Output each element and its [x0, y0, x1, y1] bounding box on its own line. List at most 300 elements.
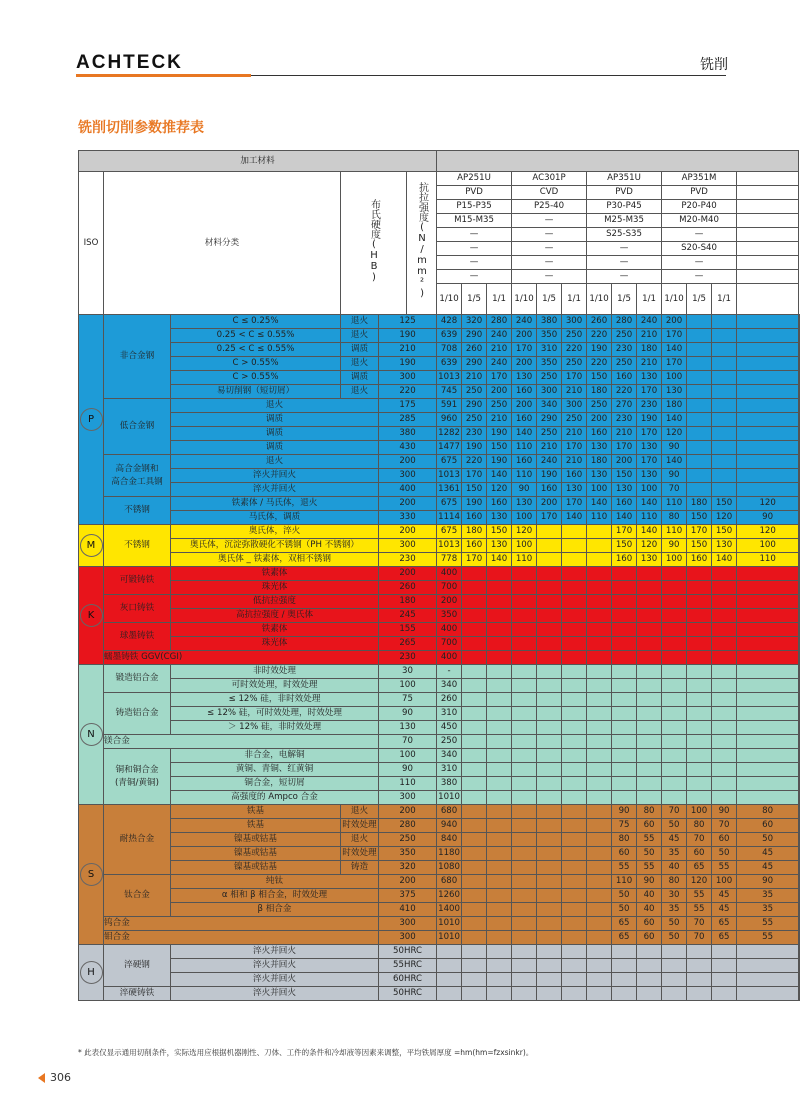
speed-value — [487, 945, 512, 959]
speed-value: 200 — [587, 413, 612, 427]
tensile-value: 1180 — [437, 847, 462, 861]
tensile-value: 708 — [437, 343, 462, 357]
speed-value — [537, 903, 562, 917]
material-condition: 调质 — [341, 343, 379, 357]
grade-3-spec-6: — — [662, 256, 737, 270]
speed-value — [737, 763, 799, 777]
speed-value: 50 — [662, 917, 687, 931]
row-spacer — [799, 637, 800, 651]
speed-value: 300 — [537, 385, 562, 399]
speed-value — [612, 735, 637, 749]
speed-value — [462, 987, 487, 1001]
material-subtype: 铜合金，短切屑 — [171, 777, 379, 791]
speed-value — [662, 707, 687, 721]
speed-value: 190 — [487, 455, 512, 469]
speed-value — [737, 735, 799, 749]
speed-value — [462, 707, 487, 721]
speed-value — [562, 749, 587, 763]
ratio-label: 1/5 — [537, 284, 562, 315]
material-category: 锻造铝合金 — [104, 665, 171, 693]
speed-value: 120 — [687, 875, 712, 889]
tensile-value: 1010 — [437, 791, 462, 805]
material-subtype: 淬火并回火 — [171, 959, 379, 973]
speed-value: 240 — [637, 315, 662, 329]
speed-value: 55 — [637, 833, 662, 847]
tensile-value: 680 — [437, 875, 462, 889]
speed-value — [587, 903, 612, 917]
material-subtype: 铁基 — [171, 819, 341, 833]
material-subtype: 铁素体 — [171, 623, 379, 637]
tensile-value: 1013 — [437, 539, 462, 553]
speed-value — [462, 763, 487, 777]
speed-value — [512, 819, 537, 833]
speed-value: 160 — [687, 553, 712, 567]
speed-value — [487, 763, 512, 777]
speed-value — [537, 693, 562, 707]
speed-value — [487, 665, 512, 679]
speed-value — [512, 917, 537, 931]
speed-value: 65 — [712, 931, 737, 945]
material-subtype: 0.25 < C ≤ 0.55% — [171, 329, 341, 343]
speed-value — [737, 665, 799, 679]
speed-value — [587, 987, 612, 1001]
speed-value: 130 — [562, 483, 587, 497]
speed-value — [687, 427, 712, 441]
grade-2-spec-0: AP351U — [587, 172, 662, 186]
speed-value — [512, 595, 537, 609]
speed-value: 350 — [537, 329, 562, 343]
speed-value: 140 — [637, 497, 662, 511]
speed-value — [712, 413, 737, 427]
grade-0-spec-2: P15-P35 — [437, 200, 512, 214]
header-hardness-label: 布氏硬度(HB) — [368, 198, 380, 283]
speed-value — [662, 651, 687, 665]
speed-value: 110 — [737, 553, 799, 567]
speed-value: 100 — [662, 553, 687, 567]
speed-value — [537, 833, 562, 847]
material-subtype: C > 0.55% — [171, 357, 341, 371]
speed-value — [587, 805, 612, 819]
tensile-value: 639 — [437, 329, 462, 343]
tensile-value: 350 — [437, 609, 462, 623]
speed-value — [562, 721, 587, 735]
material-category: 淬硬铸铁 — [104, 987, 171, 1001]
speed-value — [537, 931, 562, 945]
speed-value: 250 — [587, 399, 612, 413]
iso-M — [79, 525, 104, 567]
speed-value: 170 — [487, 371, 512, 385]
material-subtype: 非时效处理 — [171, 665, 379, 679]
speed-value — [687, 385, 712, 399]
grade-2-spec-1: PVD — [587, 186, 662, 200]
speed-value: 160 — [512, 385, 537, 399]
speed-value — [487, 931, 512, 945]
material-category: 钨合金 — [104, 917, 379, 931]
speed-value: 230 — [462, 427, 487, 441]
speed-value — [612, 973, 637, 987]
row-spacer — [799, 861, 800, 875]
speed-value — [687, 665, 712, 679]
tensile-value: 591 — [437, 399, 462, 413]
speed-value — [537, 875, 562, 889]
speed-value: 65 — [612, 917, 637, 931]
speed-value — [562, 553, 587, 567]
iso-badge: P — [80, 408, 103, 431]
speed-value: 80 — [637, 805, 662, 819]
speed-value — [562, 889, 587, 903]
material-category: 钼合金 — [104, 931, 379, 945]
speed-value — [487, 581, 512, 595]
speed-value — [562, 917, 587, 931]
speed-value: 300 — [562, 315, 587, 329]
speed-value — [487, 735, 512, 749]
speed-value — [662, 959, 687, 973]
speed-value — [512, 987, 537, 1001]
material-category: 铜和铜合金 (青铜/黄铜) — [104, 749, 171, 805]
speed-value — [487, 721, 512, 735]
grade-0-spec-3: M15-M35 — [437, 214, 512, 228]
tensile-value: 260 — [437, 693, 462, 707]
speed-value — [737, 315, 799, 329]
speed-value — [587, 959, 612, 973]
speed-value — [537, 539, 562, 553]
material-subtype: ≤ 12% 硅，可时效处理，时效处理 — [171, 707, 379, 721]
speed-value — [462, 819, 487, 833]
iso-badge: S — [80, 863, 103, 886]
speed-value: 80 — [687, 819, 712, 833]
speed-value — [737, 413, 799, 427]
speed-value — [562, 875, 587, 889]
material-subtype: 高强度的 Ampco 合金 — [171, 791, 379, 805]
speed-value — [562, 777, 587, 791]
hardness-value: 260 — [379, 581, 437, 595]
speed-value — [637, 595, 662, 609]
speed-value — [687, 777, 712, 791]
speed-value: 250 — [562, 357, 587, 371]
speed-value: 180 — [462, 525, 487, 539]
speed-value — [512, 721, 537, 735]
speed-value — [512, 749, 537, 763]
iso-badge: K — [80, 604, 103, 627]
speed-value: 55 — [637, 861, 662, 875]
speed-value: 230 — [612, 413, 637, 427]
row-spacer — [799, 917, 800, 931]
speed-value — [587, 665, 612, 679]
speed-value: 200 — [612, 455, 637, 469]
speed-value — [587, 763, 612, 777]
speed-value: 35 — [737, 889, 799, 903]
speed-value: 120 — [512, 525, 537, 539]
speed-value — [487, 749, 512, 763]
speed-value: 60 — [637, 931, 662, 945]
page-number: 306 — [50, 1071, 71, 1084]
speed-value — [462, 623, 487, 637]
row-spacer — [799, 385, 800, 399]
speed-value: 70 — [662, 805, 687, 819]
speed-value — [687, 749, 712, 763]
speed-value — [462, 749, 487, 763]
speed-value: 160 — [487, 497, 512, 511]
speed-value: 100 — [737, 539, 799, 553]
speed-value: 140 — [637, 525, 662, 539]
speed-value: 90 — [662, 469, 687, 483]
speed-value — [712, 385, 737, 399]
speed-value: 240 — [487, 357, 512, 371]
hardness-value: 190 — [379, 329, 437, 343]
speed-value: 70 — [687, 931, 712, 945]
tensile-value: 380 — [437, 777, 462, 791]
speed-value — [512, 931, 537, 945]
ratio-label: 1/5 — [612, 284, 637, 315]
speed-value: 35 — [737, 903, 799, 917]
speed-value: 130 — [512, 497, 537, 511]
material-category: 高合金钢和 高合金工具钢 — [104, 455, 171, 497]
row-spacer — [799, 791, 800, 805]
speed-value — [462, 679, 487, 693]
speed-value — [462, 791, 487, 805]
header-accent-rule — [76, 74, 251, 77]
hardness-value: 230 — [379, 651, 437, 665]
speed-value — [712, 357, 737, 371]
speed-value: 35 — [662, 903, 687, 917]
speed-value — [537, 889, 562, 903]
speed-value — [587, 931, 612, 945]
material-subtype: 调质 — [171, 441, 379, 455]
tensile-value: 840 — [437, 833, 462, 847]
material-subtype: 易切削钢（短切屑） — [171, 385, 341, 399]
material-subtype: 0.25 < C ≤ 0.55% — [171, 343, 341, 357]
speed-value: 140 — [487, 469, 512, 483]
iso-K — [79, 567, 104, 665]
speed-value: 170 — [612, 441, 637, 455]
speed-value: 110 — [662, 525, 687, 539]
speed-value — [587, 567, 612, 581]
speed-value: 210 — [562, 427, 587, 441]
speed-value: 90 — [637, 875, 662, 889]
speed-value — [737, 707, 799, 721]
speed-value — [562, 539, 587, 553]
speed-value: 190 — [637, 413, 662, 427]
speed-value — [487, 973, 512, 987]
speed-value — [462, 665, 487, 679]
ratio-label: 1/1 — [562, 284, 587, 315]
speed-value — [737, 945, 799, 959]
material-category: 球墨铸铁 — [104, 623, 171, 651]
speed-value: 290 — [537, 413, 562, 427]
speed-value: 120 — [737, 497, 799, 511]
speed-value — [537, 861, 562, 875]
speed-value — [737, 427, 799, 441]
speed-value: 140 — [612, 511, 637, 525]
grade-2-spec-6: — — [587, 256, 662, 270]
speed-value: 130 — [712, 539, 737, 553]
speed-value — [537, 525, 562, 539]
hardness-value: 60HRC — [379, 973, 437, 987]
speed-value — [737, 777, 799, 791]
speed-value: 170 — [562, 497, 587, 511]
grade-3-spec-7: — — [662, 270, 737, 284]
speed-value — [712, 637, 737, 651]
hardness-value: 190 — [379, 357, 437, 371]
material-subtype: 淬火并回火 — [171, 987, 379, 1001]
speed-value — [562, 931, 587, 945]
row-spacer — [799, 553, 800, 567]
row-spacer — [799, 763, 800, 777]
speed-value — [562, 581, 587, 595]
speed-value — [712, 987, 737, 1001]
speed-value — [587, 875, 612, 889]
speed-value: 280 — [612, 315, 637, 329]
speed-value — [712, 609, 737, 623]
material-category: 低合金钢 — [104, 399, 171, 455]
speed-value — [587, 539, 612, 553]
speed-value: 90 — [512, 483, 537, 497]
speed-value — [687, 567, 712, 581]
speed-value — [512, 581, 537, 595]
material-condition: 退火 — [341, 329, 379, 343]
speed-value: 210 — [612, 427, 637, 441]
speed-value — [662, 581, 687, 595]
speed-value: 140 — [662, 455, 687, 469]
speed-value — [487, 917, 512, 931]
header-spacer — [737, 214, 799, 228]
grade-3-spec-2: P20-P40 — [662, 200, 737, 214]
row-spacer — [799, 735, 800, 749]
material-category: 蠕墨铸铁 GGV(CGI) — [104, 651, 379, 665]
grade-2-spec-3: M25-M35 — [587, 214, 662, 228]
header-iso: ISO — [79, 172, 104, 315]
iso-badge: N — [80, 723, 103, 746]
speed-value — [512, 805, 537, 819]
speed-value — [462, 693, 487, 707]
speed-value — [512, 707, 537, 721]
speed-value — [637, 721, 662, 735]
speed-value: 100 — [637, 483, 662, 497]
speed-value — [737, 609, 799, 623]
speed-value — [587, 581, 612, 595]
grade-1-spec-4: — — [512, 228, 587, 242]
cutting-parameter-table — [78, 150, 800, 1043]
speed-value — [712, 441, 737, 455]
speed-value: 140 — [587, 497, 612, 511]
speed-value — [587, 833, 612, 847]
speed-value: 60 — [637, 917, 662, 931]
speed-value: 130 — [637, 371, 662, 385]
material-category: 镁合金 — [104, 735, 379, 749]
speed-value: 300 — [562, 399, 587, 413]
speed-value: 180 — [637, 343, 662, 357]
row-spacer — [799, 847, 800, 861]
speed-value — [612, 581, 637, 595]
speed-value: 35 — [662, 847, 687, 861]
speed-value — [637, 637, 662, 651]
hardness-value: 430 — [379, 441, 437, 455]
speed-value — [612, 987, 637, 1001]
speed-value: 65 — [687, 861, 712, 875]
speed-value — [487, 875, 512, 889]
row-spacer — [799, 525, 800, 539]
hardness-value: 70 — [379, 735, 437, 749]
material-category: 不锈钢 — [104, 525, 171, 567]
speed-value — [512, 833, 537, 847]
hardness-value: 130 — [379, 721, 437, 735]
speed-value — [637, 567, 662, 581]
tensile-value: 960 — [437, 413, 462, 427]
speed-value — [587, 945, 612, 959]
speed-value: 170 — [462, 553, 487, 567]
speed-value: 250 — [612, 357, 637, 371]
speed-value: 150 — [612, 469, 637, 483]
speed-value — [487, 679, 512, 693]
material-condition: 退火 — [341, 805, 379, 819]
header-spacer — [737, 284, 799, 315]
speed-value — [612, 609, 637, 623]
grade-1-spec-7: — — [512, 270, 587, 284]
speed-value — [687, 413, 712, 427]
speed-value — [587, 861, 612, 875]
speed-value — [687, 315, 712, 329]
speed-value: 100 — [512, 511, 537, 525]
speed-value: 55 — [712, 861, 737, 875]
speed-value — [462, 959, 487, 973]
material-subtype: 低抗拉强度 — [171, 595, 379, 609]
speed-value: 90 — [737, 875, 799, 889]
speed-value — [537, 581, 562, 595]
row-spacer — [799, 567, 800, 581]
speed-value — [687, 623, 712, 637]
speed-value — [712, 749, 737, 763]
speed-value — [662, 609, 687, 623]
row-spacer — [799, 833, 800, 847]
tensile-value: 675 — [437, 497, 462, 511]
tensile-value: 675 — [437, 455, 462, 469]
speed-value — [737, 651, 799, 665]
speed-value — [737, 959, 799, 973]
speed-value — [512, 973, 537, 987]
speed-value — [462, 595, 487, 609]
grade-0-spec-5: — — [437, 242, 512, 256]
header-category: 材料分类 — [104, 172, 341, 315]
speed-value: 210 — [637, 329, 662, 343]
speed-value: 190 — [462, 497, 487, 511]
row-spacer — [799, 427, 800, 441]
grade-2-spec-5: — — [587, 242, 662, 256]
speed-value: 180 — [687, 497, 712, 511]
speed-value: 230 — [612, 343, 637, 357]
speed-value — [487, 609, 512, 623]
tensile-value: 200 — [437, 595, 462, 609]
tensile-value: 1400 — [437, 903, 462, 917]
speed-value — [512, 847, 537, 861]
speed-value — [662, 567, 687, 581]
row-spacer — [799, 973, 800, 987]
speed-value: 170 — [637, 427, 662, 441]
grade-3-spec-0: AP351M — [662, 172, 737, 186]
speed-value — [612, 567, 637, 581]
speed-value: 200 — [487, 385, 512, 399]
speed-value: 45 — [712, 889, 737, 903]
iso-P — [79, 315, 104, 525]
speed-value: 100 — [587, 483, 612, 497]
ratio-label: 1/5 — [462, 284, 487, 315]
speed-value — [687, 679, 712, 693]
grade-1-spec-1: CVD — [512, 186, 587, 200]
speed-value — [487, 861, 512, 875]
material-subtype: α 相和 β 相合金，时效处理 — [171, 889, 379, 903]
row-spacer — [799, 819, 800, 833]
speed-value: 150 — [687, 539, 712, 553]
speed-value: 190 — [587, 343, 612, 357]
